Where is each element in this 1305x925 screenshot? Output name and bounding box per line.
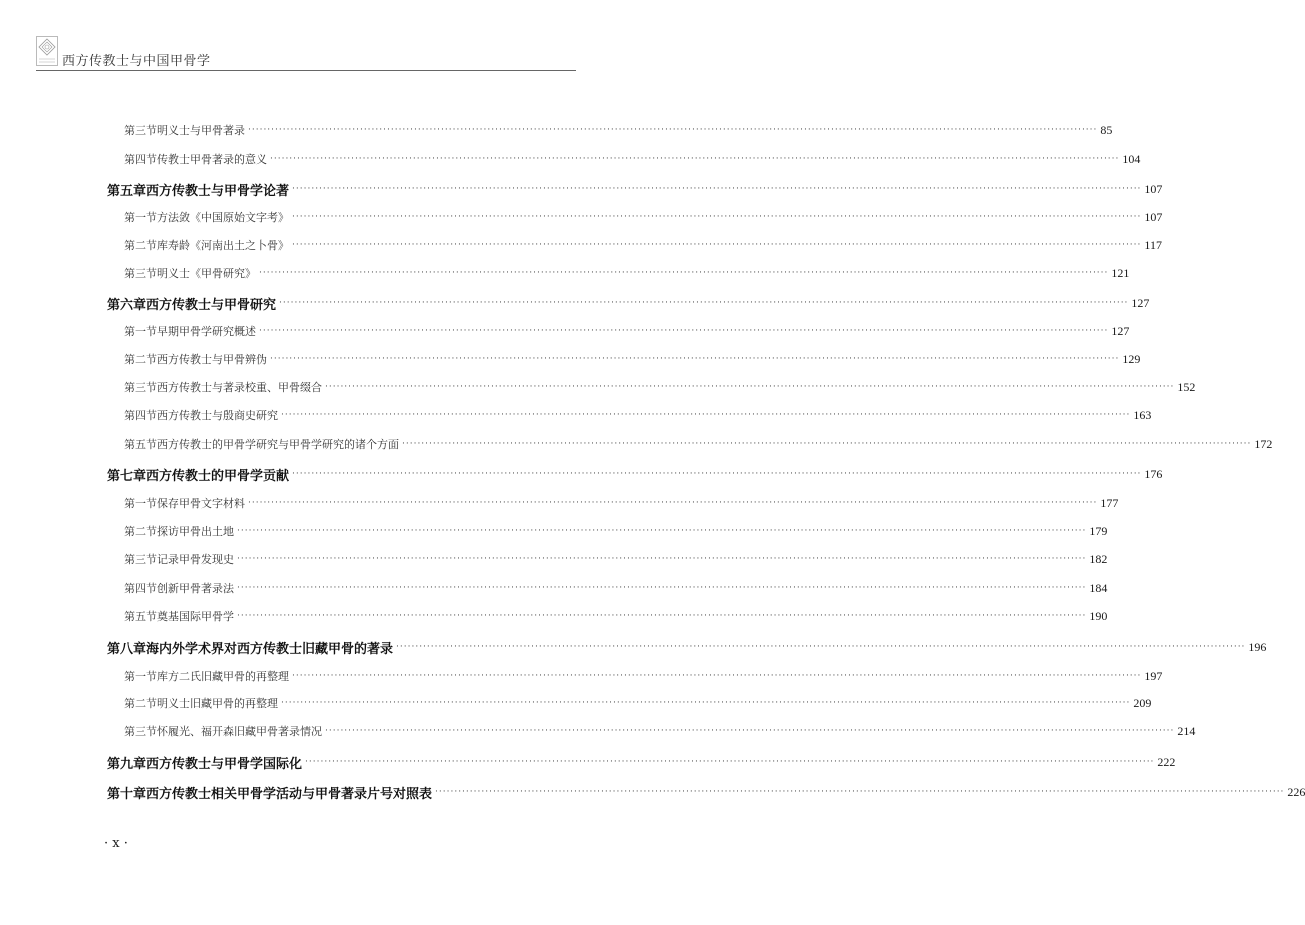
- toc-entry-title: 保存甲骨文字材料: [157, 497, 245, 510]
- toc-entry-page: 214: [1177, 723, 1196, 738]
- dot-leader: ····························································································································································································································: [270, 154, 1120, 164]
- dot-leader: ····························································································································································································································: [248, 498, 1098, 508]
- toc-entry-label: 第五节: [124, 610, 157, 623]
- toc-entry-page: 226: [1287, 784, 1305, 799]
- dot-leader: ····························································································································································································································: [292, 240, 1142, 250]
- toc-entry-page: 176: [1144, 466, 1163, 481]
- toc-entry-title: 怀履光、福开森旧藏甲骨著录情况: [157, 725, 322, 738]
- toc-section-entry[interactable]: [0, 264, 1130, 282]
- dot-leader: ····························································································································································································································: [281, 698, 1131, 708]
- toc-section-entry[interactable]: [0, 208, 1163, 226]
- toc-entry-page: 121: [1111, 265, 1130, 280]
- toc-entry-label: 第八章: [107, 641, 147, 657]
- toc-entry-title: 库寿龄《河南出土之卜骨》: [157, 239, 289, 252]
- toc-entry-page: 190: [1089, 608, 1108, 623]
- page-folio: · x ·: [104, 836, 128, 851]
- toc-section-entry[interactable]: [0, 494, 1119, 512]
- toc-entry-label: 第十章: [107, 786, 147, 802]
- toc-entry-label: 第九章: [107, 756, 147, 772]
- dot-leader: ····························································································································································································································: [305, 757, 1155, 767]
- toc-section-entry[interactable]: [0, 522, 1108, 540]
- toc-entry-page: 184: [1089, 580, 1108, 595]
- toc-entry-title: 奠基国际甲骨学: [157, 610, 234, 623]
- dot-leader: ····························································································································································································································: [259, 268, 1109, 278]
- toc-entry-label: 第一节: [124, 211, 157, 224]
- toc-entry-page: 196: [1248, 639, 1267, 654]
- dot-leader: ····························································································································································································································: [279, 298, 1129, 308]
- toc-entry-label: 第六章: [107, 297, 147, 313]
- toc-entry-title: 西方传教士与甲骨学国际化: [146, 756, 303, 772]
- dot-leader: ····························································································································································································································: [292, 212, 1142, 222]
- toc-section-entry[interactable]: [0, 406, 1152, 424]
- toc-chapter-entry[interactable]: [0, 180, 1163, 199]
- toc-entry-title: 西方传教士的甲骨学研究与甲骨学研究的诸个方面: [157, 438, 399, 451]
- toc-entry-title: 探访甲骨出土地: [157, 525, 234, 538]
- toc-section-entry[interactable]: [0, 322, 1130, 340]
- toc-chapter-entry[interactable]: [0, 638, 1267, 657]
- toc-chapter-entry[interactable]: [0, 294, 1150, 313]
- toc-section-entry[interactable]: [0, 350, 1141, 368]
- toc-entry-page: 222: [1157, 754, 1176, 769]
- toc-section-entry[interactable]: [0, 667, 1163, 685]
- toc-entry-label: 第七章: [107, 468, 147, 484]
- toc-entry-title: 库方二氏旧藏甲骨的再整理: [157, 670, 289, 683]
- dot-leader: ····························································································································································································································: [325, 726, 1175, 736]
- toc-entry-title: 西方传教士与甲骨研究: [146, 297, 277, 313]
- toc-entry-page: 172: [1254, 436, 1273, 451]
- toc-entry-page: 127: [1111, 323, 1130, 338]
- ornament-logo-icon: [36, 36, 58, 66]
- toc-entry-title: 明义士旧藏甲骨的再整理: [157, 697, 278, 710]
- toc-chapter-entry[interactable]: [0, 783, 1305, 802]
- dot-leader: ····························································································································································································································: [237, 554, 1087, 564]
- toc-entry-title: 明义士与甲骨著录: [157, 124, 245, 137]
- toc-entry-label: 第二节: [124, 697, 157, 710]
- dot-leader: ····························································································································································································································: [259, 326, 1109, 336]
- toc-entry-label: 第三节: [124, 381, 157, 394]
- toc-entry-title: 西方传教士与甲骨辨伪: [157, 353, 267, 366]
- toc-entry-label: 第三节: [124, 124, 157, 137]
- toc-entry-page: 179: [1089, 523, 1108, 538]
- toc-entry-label: 第五章: [107, 183, 147, 199]
- toc-entry-label: 第三节: [124, 553, 157, 566]
- header-rule: [36, 70, 576, 71]
- toc-entry-page: 129: [1122, 351, 1141, 366]
- dot-leader: ····························································································································································································································: [237, 526, 1087, 536]
- toc-section-entry[interactable]: [0, 579, 1108, 597]
- toc-entry-title: 西方传教士与殷商史研究: [157, 409, 278, 422]
- dot-leader: ····························································································································································································································: [435, 787, 1285, 797]
- toc-entry-page: 107: [1144, 209, 1163, 224]
- toc-entry-page: 104: [1122, 151, 1141, 166]
- toc-entry-title: 创新甲骨著录法: [157, 582, 234, 595]
- toc-entry-page: 209: [1133, 695, 1152, 710]
- toc-entry-label: 第四节: [124, 582, 157, 595]
- toc-entry-label: 第二节: [124, 239, 157, 252]
- toc-section-entry[interactable]: [0, 722, 1196, 740]
- toc-section-entry[interactable]: [0, 150, 1141, 168]
- toc-entry-title: 方法敛《中国原始文字考》: [157, 211, 289, 224]
- toc-entry-page: 177: [1100, 495, 1119, 510]
- toc-chapter-entry[interactable]: [0, 753, 1176, 772]
- toc-entry-title: 早期甲骨学研究概述: [157, 325, 256, 338]
- dot-leader: ····························································································································································································································: [292, 671, 1142, 681]
- dot-leader: ····························································································································································································································: [292, 184, 1142, 194]
- toc-entry-title: 西方传教士相关甲骨学活动与甲骨著录片号对照表: [146, 786, 433, 802]
- toc-entry-page: 163: [1133, 407, 1152, 422]
- dot-leader: ····························································································································································································································: [402, 439, 1252, 449]
- running-header-title: 西方传教士与中国甲骨学: [62, 54, 211, 69]
- toc-section-entry[interactable]: [0, 378, 1196, 396]
- toc-entry-label: 第四节: [124, 409, 157, 422]
- toc-entry-title: 传教士甲骨著录的意义: [157, 153, 267, 166]
- toc-entry-page: 182: [1089, 551, 1108, 566]
- toc-section-entry[interactable]: [0, 236, 1162, 254]
- toc-entry-label: 第三节: [124, 725, 157, 738]
- dot-leader: ····························································································································································································································: [292, 469, 1142, 479]
- toc-entry-title: 西方传教士与著录校重、甲骨缀合: [157, 381, 322, 394]
- toc-entry-title: 西方传教士的甲骨学贡献: [146, 468, 290, 484]
- toc-section-entry[interactable]: [0, 694, 1152, 712]
- toc-section-entry[interactable]: [0, 550, 1108, 568]
- toc-entry-title: 海内外学术界对西方传教士旧藏甲骨的著录: [146, 641, 394, 657]
- toc-entry-page: 152: [1177, 379, 1196, 394]
- toc-section-entry[interactable]: [0, 435, 1273, 453]
- dot-leader: ····························································································································································································································: [248, 125, 1098, 135]
- dot-leader: ····························································································································································································································: [325, 382, 1175, 392]
- toc-entry-label: 第一节: [124, 325, 157, 338]
- toc-entry-title: 记录甲骨发现史: [157, 553, 234, 566]
- toc-section-entry[interactable]: [0, 121, 1113, 139]
- toc-entry-page: 85: [1100, 122, 1113, 137]
- toc-entry-label: 第一节: [124, 497, 157, 510]
- dot-leader: ····························································································································································································································: [237, 583, 1087, 593]
- dot-leader: ····························································································································································································································: [237, 611, 1087, 621]
- toc-entry-title: 西方传教士与甲骨学论著: [146, 183, 290, 199]
- toc-entry-label: 第四节: [124, 153, 157, 166]
- toc-entry-label: 第一节: [124, 670, 157, 683]
- dot-leader: ····························································································································································································································: [270, 354, 1120, 364]
- dot-leader: ····························································································································································································································: [281, 410, 1131, 420]
- toc-entry-label: 第三节: [124, 267, 157, 280]
- toc-entry-title: 明义士《甲骨研究》: [157, 267, 256, 280]
- toc-entry-label: 第二节: [124, 525, 157, 538]
- toc-entry-page: 107: [1144, 181, 1163, 196]
- toc-entry-label: 第五节: [124, 438, 157, 451]
- toc-chapter-entry[interactable]: [0, 465, 1163, 484]
- toc-entry-page: 127: [1131, 295, 1150, 310]
- toc-section-entry[interactable]: [0, 607, 1108, 625]
- toc-entry-page: 197: [1144, 668, 1163, 683]
- toc-entry-label: 第二节: [124, 353, 157, 366]
- dot-leader: ····························································································································································································································: [396, 642, 1246, 652]
- toc-entry-page: 117: [1144, 237, 1162, 252]
